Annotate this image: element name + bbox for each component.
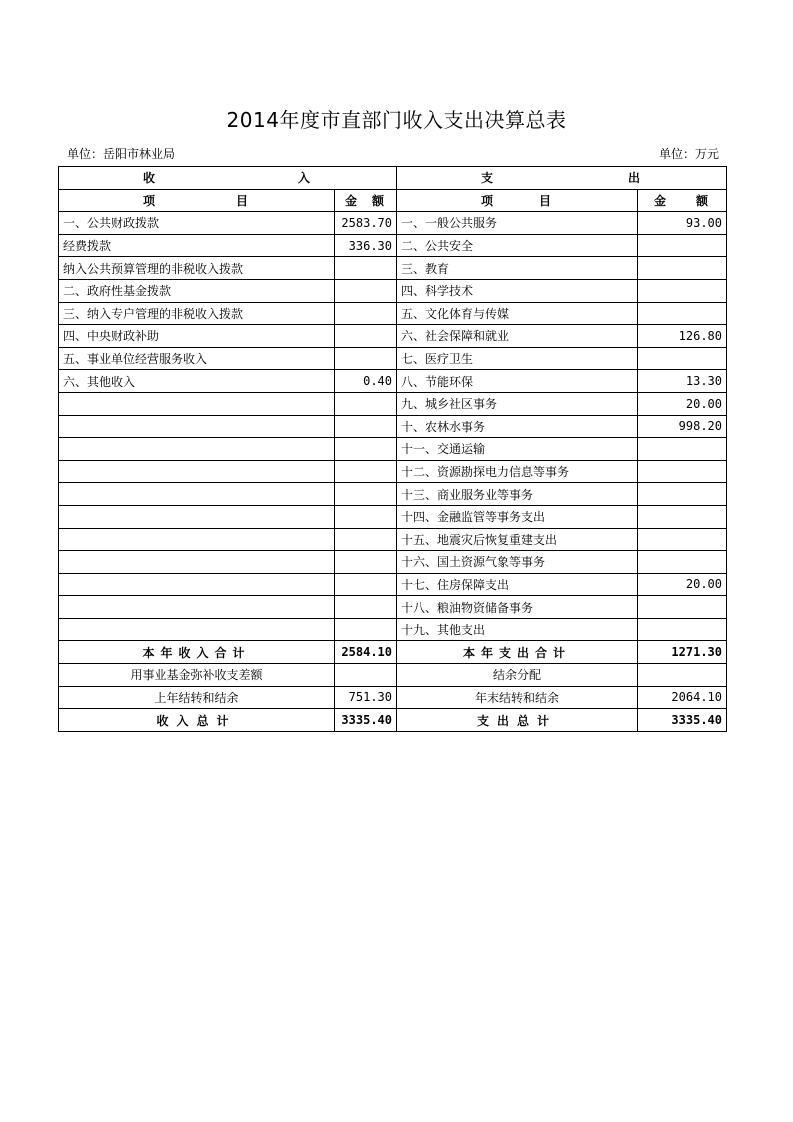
income-amount-cell [335,483,397,506]
table-row [59,596,727,619]
income-item-cell [59,438,335,461]
income-item-cell: 一、公共财政拨款 [59,212,335,235]
income-amount-cell [335,618,397,641]
income-item-cell [59,596,335,619]
expense-amount-cell [638,528,727,551]
income-item-cell [59,415,335,438]
expense-item-cell: 九、城乡社区事务 [397,392,638,415]
income-amount-cell [335,279,397,302]
expense-subtotal-label: 本年支出合计 [397,641,638,664]
table-row [59,347,727,370]
expense-amount-cell [638,596,727,619]
income-item-cell [59,505,335,528]
expense-section-header: 支 出 [397,167,727,190]
carry-row [59,686,727,709]
table-row [59,505,727,528]
expense-item-cell: 二、公共安全 [397,234,638,257]
header-row-columns [59,189,727,212]
table-row [59,551,727,574]
income-amount-cell [335,347,397,370]
income-amount-cell: 2583.70 [335,212,397,235]
expense-item-cell: 五、文化体育与传媒 [397,302,638,325]
expense-amount-cell: 13.30 [638,370,727,393]
total-row [59,709,727,732]
expense-item-cell: 十三、商业服务业等事务 [397,483,638,506]
income-item-cell: 二、政府性基金拨款 [59,279,335,302]
unit-currency: 单位：万元 [658,147,719,161]
income-amount-cell [335,302,397,325]
income-amount-cell: 0.40 [335,370,397,393]
income-item-cell [59,483,335,506]
income-item-cell [59,573,335,596]
expense-item-cell: 十一、交通运输 [397,438,638,461]
income-item-cell: 纳入公共预算管理的非税收入拨款 [59,257,335,280]
expense-amount-cell [638,505,727,528]
expense-amount-cell [638,618,727,641]
subtotal-row [59,641,727,664]
expense-item-cell: 十九、其他支出 [397,618,638,641]
expense-amount-cell: 126.80 [638,325,727,348]
fund-expense-label: 结余分配 [397,664,638,687]
fund-expense-amount [638,664,727,687]
income-item-cell: 三、纳入专户管理的非税收入拨款 [59,302,335,325]
income-amount-cell [335,438,397,461]
income-item-cell [59,392,335,415]
income-amount-cell [335,392,397,415]
fund-row [59,664,727,687]
expense-item-cell: 十、农林水事务 [397,415,638,438]
fund-income-label: 用事业基金弥补收支差额 [59,664,335,687]
expense-item-cell: 十七、住房保障支出 [397,573,638,596]
income-item-cell [59,460,335,483]
expense-item-cell: 四、科学技术 [397,279,638,302]
expense-amount-cell: 20.00 [638,392,727,415]
expense-item-cell: 七、医疗卫生 [397,347,638,370]
income-item-cell [59,528,335,551]
page-title: 2014年度市直部门收入支出决算总表 [226,108,567,132]
carry-income-amount: 751.30 [335,686,397,709]
table-row [59,483,727,506]
table-row [59,234,727,257]
income-total-amount: 3335.40 [335,709,397,732]
expense-amount-cell [638,460,727,483]
income-item-cell: 经费拨款 [59,234,335,257]
income-amount-cell [335,325,397,348]
table-row [59,370,727,393]
income-item-cell: 六、其他收入 [59,370,335,393]
expense-item-cell: 一、一般公共服务 [397,212,638,235]
income-amount-cell [335,596,397,619]
table-row [59,392,727,415]
expense-item-cell: 三、教育 [397,257,638,280]
table-row [59,279,727,302]
expense-amount-cell: 998.20 [638,415,727,438]
income-total-label: 收入总计 [59,709,335,732]
income-subtotal-label: 本年收入合计 [59,641,335,664]
income-amount-cell [335,528,397,551]
expense-item-cell: 十八、粮油物资储备事务 [397,596,638,619]
income-item-cell: 五、事业单位经营服务收入 [59,347,335,370]
expense-total-label: 支出总计 [397,709,638,732]
expense-amount-cell [638,257,727,280]
carry-expense-label: 年末结转和结余 [397,686,638,709]
expense-amount-cell [638,438,727,461]
income-amount-cell [335,573,397,596]
income-item-cell [59,618,335,641]
table-row [59,438,727,461]
income-section-header: 收 入 [59,167,397,190]
table-row [59,257,727,280]
expense-item-header: 项 目 [397,189,638,212]
table-row [59,325,727,348]
expense-amount-cell: 93.00 [638,212,727,235]
table-row [59,415,727,438]
income-item-header: 项 目 [59,189,335,212]
expense-item-cell: 十六、国土资源气象等事务 [397,551,638,574]
expense-subtotal-amount: 1271.30 [638,641,727,664]
expense-total-amount: 3335.40 [638,709,727,732]
carry-income-label: 上年结转和结余 [59,686,335,709]
table-row [59,528,727,551]
table-row [59,618,727,641]
income-item-cell: 四、中央财政补助 [59,325,335,348]
table-row [59,212,727,235]
expense-amount-cell [638,279,727,302]
header-row-section [59,167,727,190]
income-amount-cell: 336.30 [335,234,397,257]
table-row [59,302,727,325]
expense-amount-cell [638,302,727,325]
expense-amount-cell [638,551,727,574]
income-amount-cell [335,415,397,438]
expense-amount-cell: 20.00 [638,573,727,596]
expense-item-cell: 十二、资源勘探电力信息等事务 [397,460,638,483]
expense-amount-header: 金 额 [638,189,727,212]
expense-item-cell: 十四、金融监管等事务支出 [397,505,638,528]
income-amount-header: 金 额 [335,189,397,212]
carry-expense-amount: 2064.10 [638,686,727,709]
income-amount-cell [335,505,397,528]
expense-item-cell: 十五、地震灾后恢复重建支出 [397,528,638,551]
income-amount-cell [335,257,397,280]
expense-amount-cell [638,347,727,370]
budget-table [58,166,727,732]
income-amount-cell [335,551,397,574]
income-amount-cell [335,460,397,483]
unit-organization: 单位：岳阳市林业局 [67,147,176,161]
expense-amount-cell [638,483,727,506]
expense-item-cell: 八、节能环保 [397,370,638,393]
expense-item-cell: 六、社会保障和就业 [397,325,638,348]
table-row [59,573,727,596]
fund-income-amount [335,664,397,687]
income-subtotal-amount: 2584.10 [335,641,397,664]
expense-amount-cell [638,234,727,257]
table-row [59,460,727,483]
income-item-cell [59,551,335,574]
